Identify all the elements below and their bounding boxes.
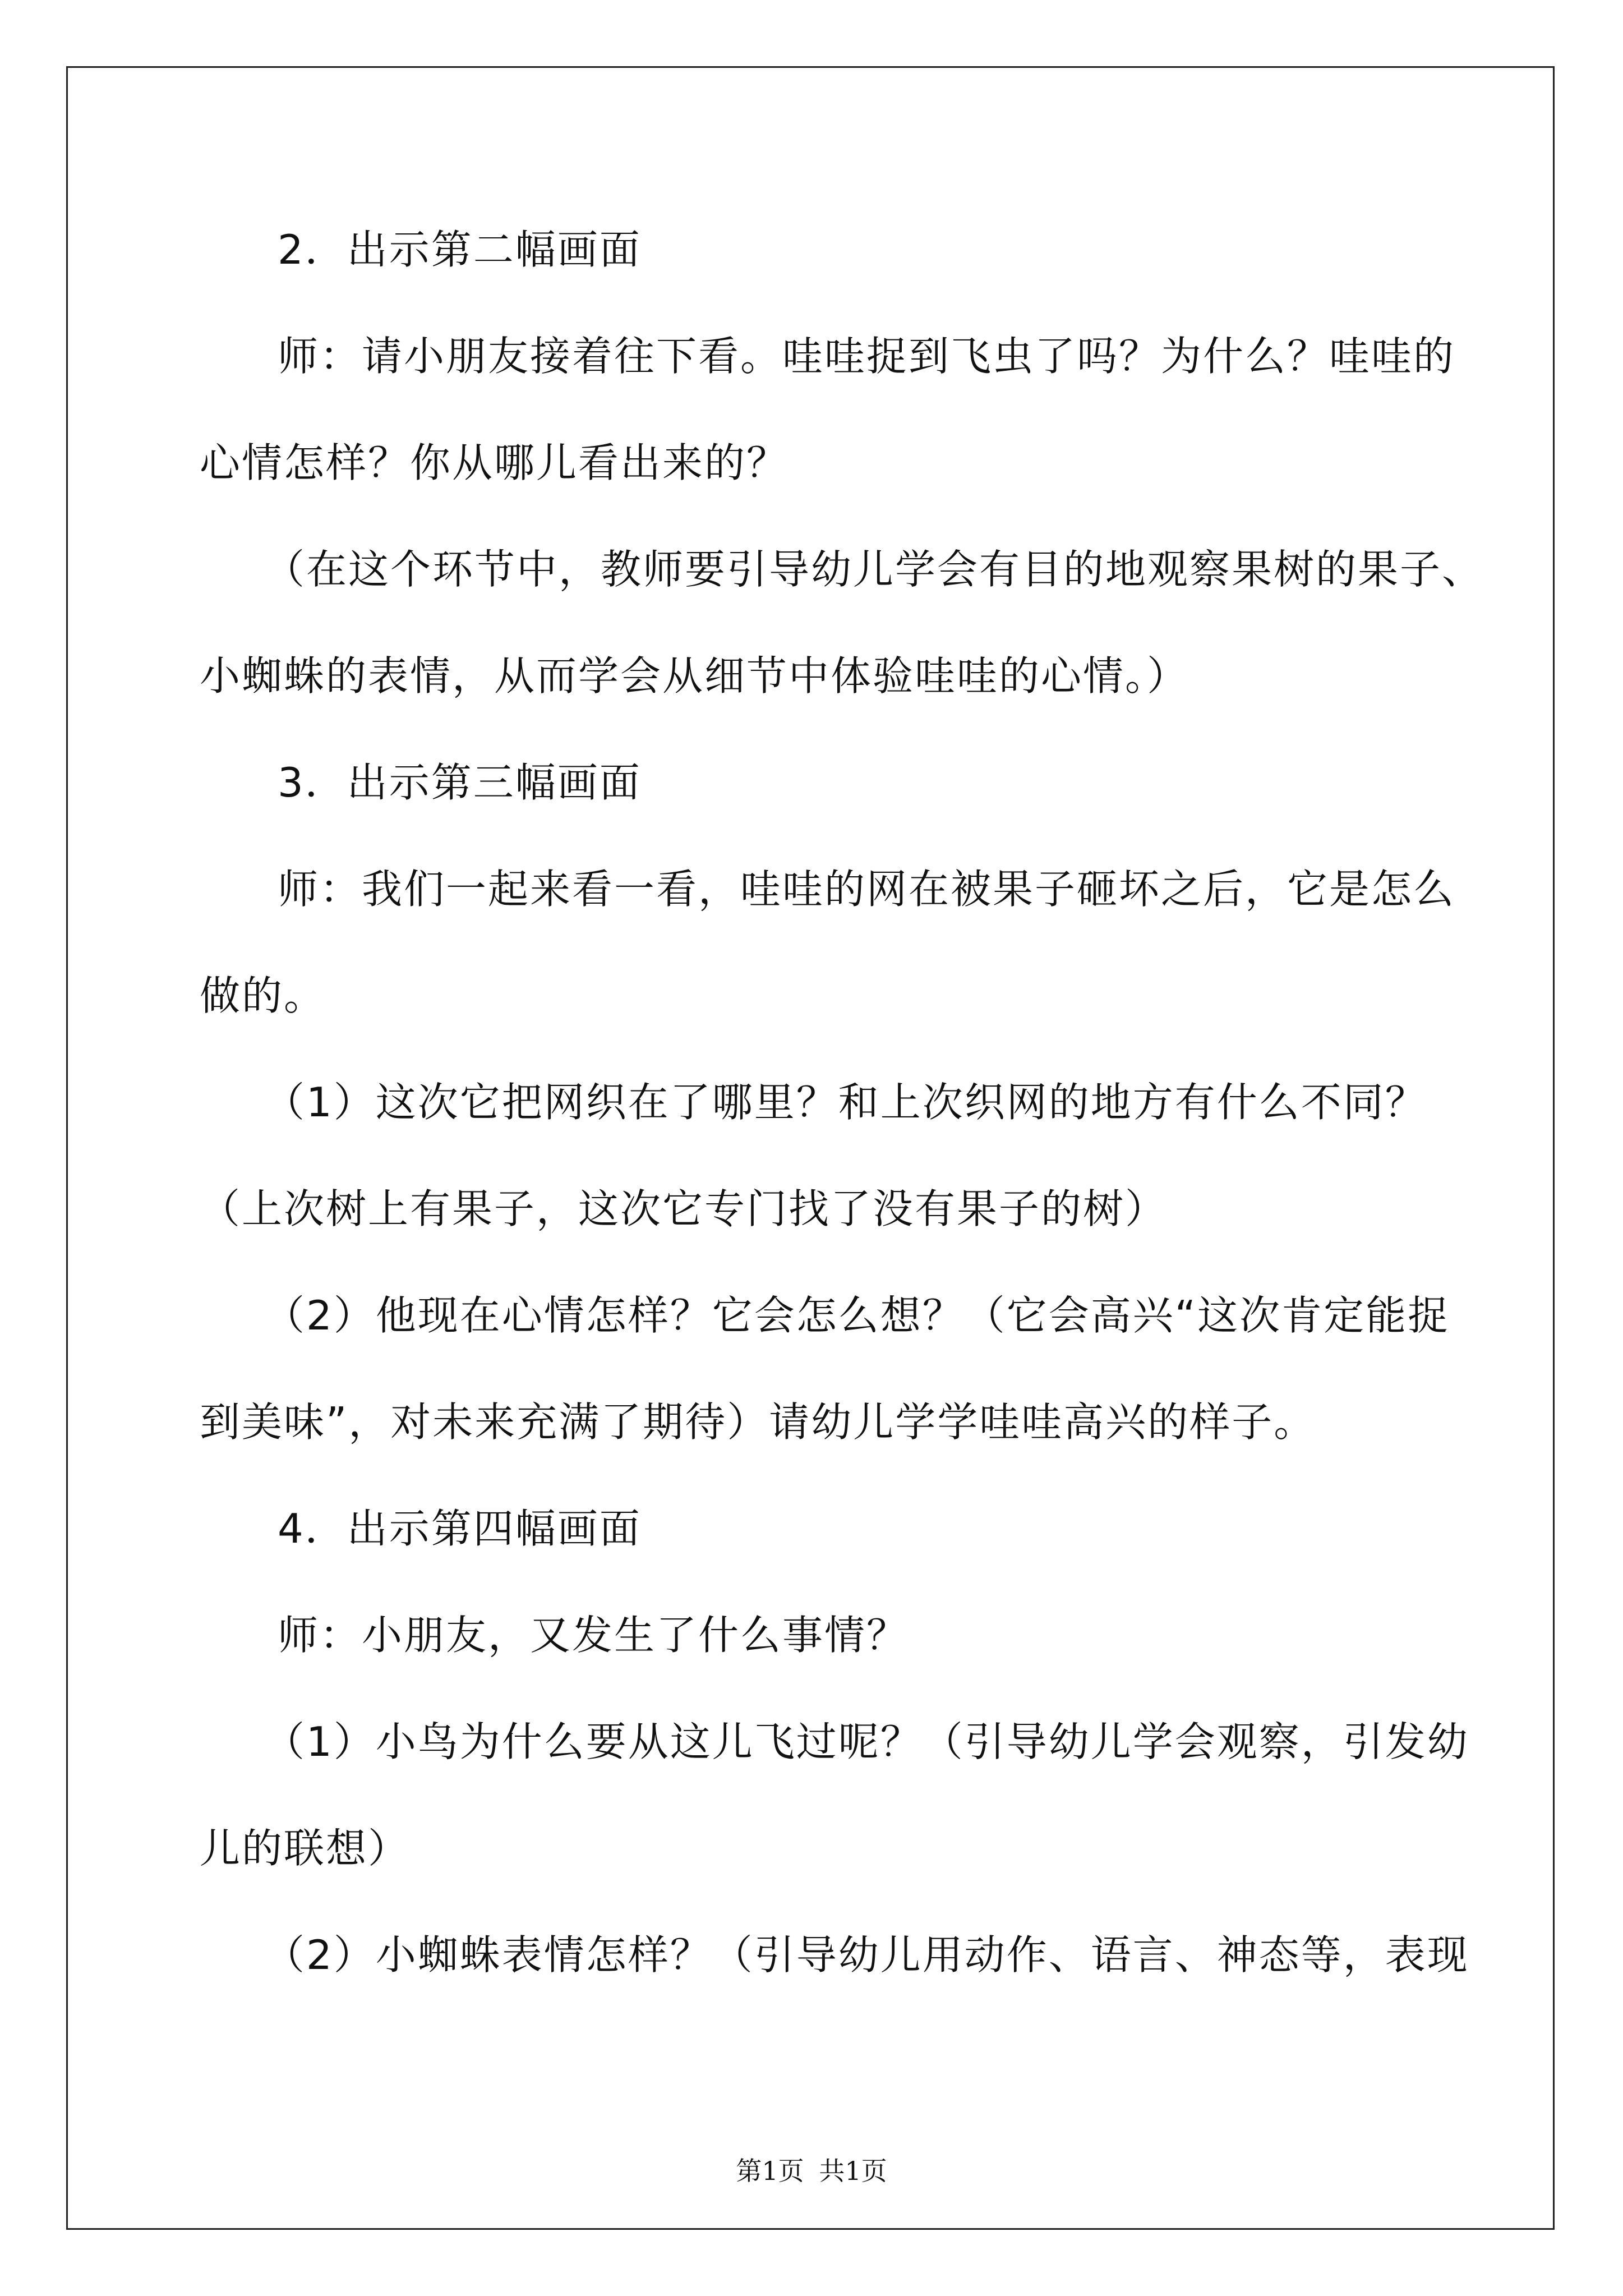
line-paragraph: （在这个环节中，教师要引导幼儿学会有目的地观察果树的果子、 [264,546,1484,593]
page-border [66,66,1555,2230]
line-paragraph: 师：小朋友，又发生了什么事情？ [278,1612,909,1659]
line-paragraph: （上次树上有果子，这次它专门找了没有果子的树） [200,1185,1168,1232]
line-paragraph: （2）他现在心情怎样？它会怎么想？（它会高兴“这次肯定能捉 [264,1292,1450,1339]
line-paragraph: （1）这次它把网织在了哪里？和上次织网的地方有什么不同？ [264,1079,1427,1126]
line-paragraph: 师：请小朋友接着往下看。哇哇捉到飞虫了吗？为什么？哇哇的 [278,333,1456,380]
line-paragraph: 心情怎样？你从哪儿看出来的？ [200,439,789,486]
line-heading-3: 3．出示第三幅画面 [278,759,642,806]
page-total: 共1页 [819,2156,887,2186]
line-paragraph: （1）小鸟为什么要从这儿飞过呢？（引导幼儿学会观察，引发幼 [264,1718,1469,1765]
line-paragraph: 做的。 [200,972,326,1019]
page-number: 第1页 [736,2156,804,2186]
line-paragraph: 儿的联想） [200,1825,411,1872]
line-paragraph: 小蜘蛛的表情，从而学会从细节中体验哇哇的心情。） [200,652,1189,700]
line-paragraph: 到美味”，对未来充满了期待）请幼儿学学哇哇高兴的样子。 [200,1398,1316,1446]
line-heading-4: 4．出示第四幅画面 [278,1505,642,1552]
line-paragraph: 师：我们一起来看一看，哇哇的网在被果子砸坏之后，它是怎么 [278,866,1456,913]
line-heading-2: 2．出示第二幅画面 [278,226,642,273]
line-paragraph: （2）小蜘蛛表情怎样？（引导幼儿用动作、语言、神态等，表现 [264,1931,1469,1978]
page-footer [0,2154,1623,2188]
